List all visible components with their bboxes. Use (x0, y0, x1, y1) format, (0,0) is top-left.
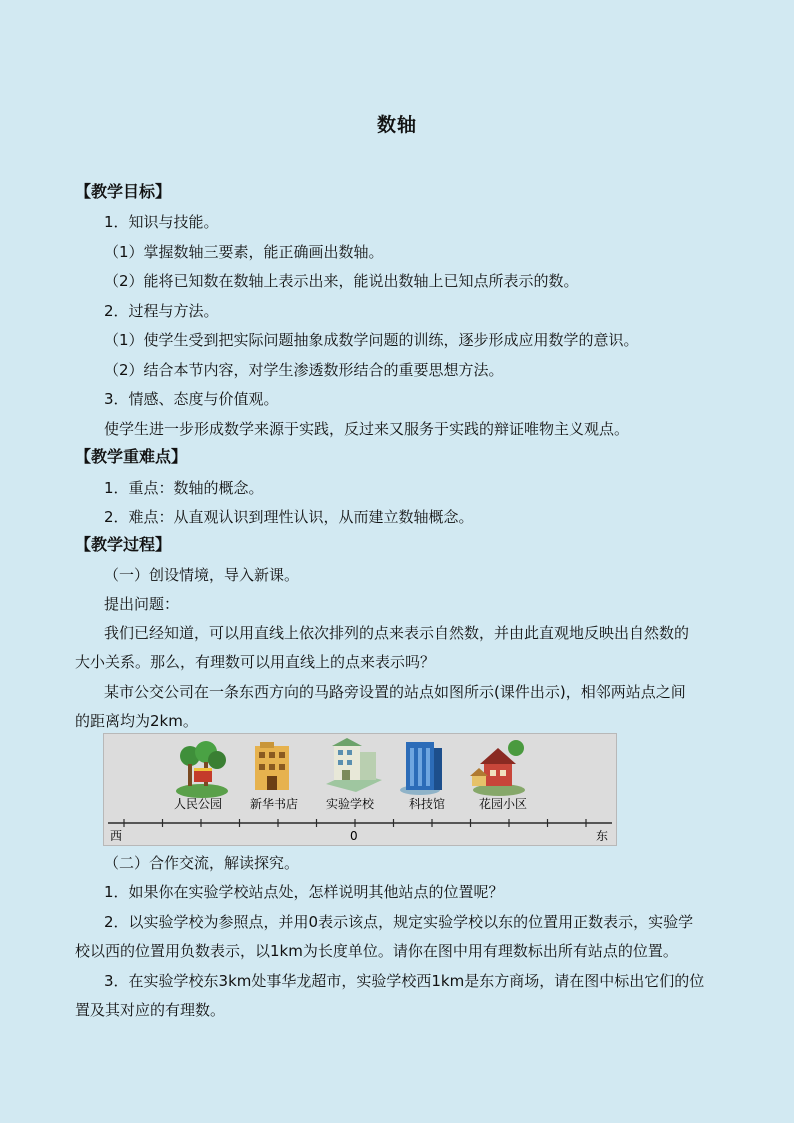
goals-line: （2）结合本节内容，对学生渗透数形结合的重要思想方法。 (104, 361, 504, 379)
section-heading-process: 【教学过程】 (75, 535, 172, 554)
process-line: 提出问题： (104, 595, 180, 613)
process-line: 1．如果你在实验学校站点处，怎样说明其他站点的位置呢？ (104, 883, 504, 901)
science-museum-icon (400, 742, 442, 795)
bus-station-figure (103, 733, 617, 846)
west-label: 西 (110, 829, 123, 843)
key-points-line: 1．重点：数轴的概念。 (104, 479, 264, 497)
process-line: 3．在实验学校东3km处事华龙超市，实验学校西1km是东方商场，请在图中标出它们的位 (104, 972, 705, 990)
goals-line: 2．过程与方法。 (104, 302, 219, 320)
process-line: 大小关系。那么，有理数可以用直线上的点来表示吗？ (75, 653, 436, 671)
zero-label: 0 (350, 829, 358, 843)
goals-line: 3．情感、态度与价值观。 (104, 390, 279, 408)
station-label-3: 科技馆 (409, 797, 446, 811)
section-heading-key-points: 【教学重难点】 (75, 447, 188, 466)
section-heading-goals: 【教学目标】 (75, 182, 172, 201)
process-line: 2．以实验学校为参照点，并用0表示该点，规定实验学校以东的位置用正数表示，实验学 (104, 913, 694, 931)
goals-line: 1．知识与技能。 (104, 213, 219, 231)
school-icon (326, 738, 382, 792)
goals-line: 使学生进一步形成数学来源于实践，反过来又服务于实践的辩证唯物主义观点。 (104, 420, 630, 438)
page-title: 数轴 (376, 114, 417, 136)
process-line: （二）合作交流，解读探究。 (104, 854, 300, 872)
key-points-line: 2．难点：从直观认识到理性认识，从而建立数轴概念。 (104, 508, 474, 526)
garden-community-icon (470, 740, 525, 796)
station-label-2: 实验学校 (326, 797, 375, 811)
station-label-0: 人民公园 (174, 797, 223, 811)
station-label-4: 花园小区 (479, 797, 528, 811)
bookstore-icon (255, 742, 289, 790)
process-line: 置及其对应的有理数。 (75, 1001, 226, 1019)
bus-station-illustration (104, 734, 616, 845)
process-line: 的距离均为2km。 (75, 712, 198, 730)
goals-line: （2）能将已知数在数轴上表示出来，能说出数轴上已知点所表示的数。 (104, 272, 579, 290)
station-label-1: 新华书店 (250, 797, 299, 811)
goals-line: （1）使学生受到把实际问题抽象成数学问题的训练，逐步形成应用数学的意识。 (104, 331, 639, 349)
east-label: 东 (596, 829, 609, 843)
park-icon (176, 741, 228, 798)
process-line: 我们已经知道，可以用直线上依次排列的点来表示自然数，并由此直观地反映出自然数的 (104, 624, 690, 642)
process-line: （一）创设情境，导入新课。 (104, 566, 300, 584)
process-line: 某市公交公司在一条东西方向的马路旁设置的站点如图所示(课件出示)，相邻两站点之间 (104, 683, 686, 701)
goals-line: （1）掌握数轴三要素，能正确画出数轴。 (104, 243, 384, 261)
process-line: 校以西的位置用负数表示，以1km为长度单位。请你在图中用有理数标出所有站点的位置。 (75, 942, 678, 960)
